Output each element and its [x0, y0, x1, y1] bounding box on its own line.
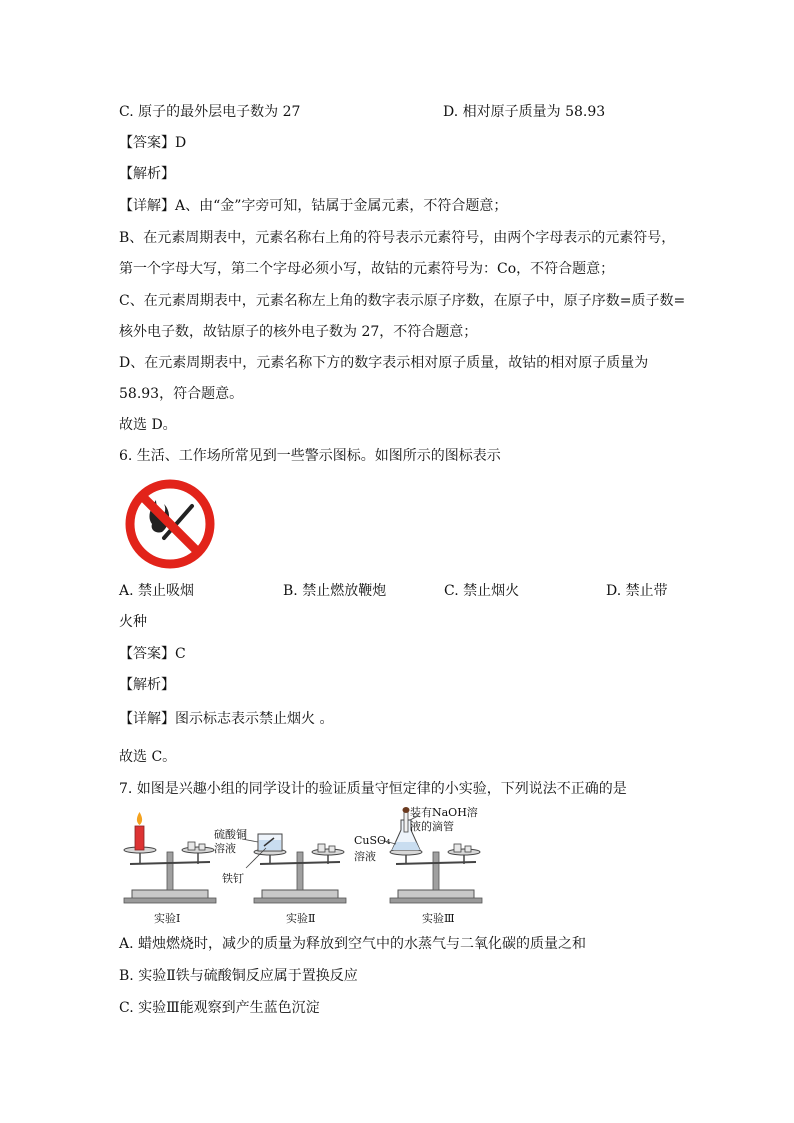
q5-detail-d-cont: 58.93，符合题意。	[119, 386, 244, 402]
q6-analysis-heading: 【解析】	[119, 677, 175, 693]
caption-experiment-2: 实验Ⅱ	[286, 912, 316, 925]
q5-analysis-heading: 【解析】	[119, 166, 175, 182]
label-dropper-line1: 装有NaOH溶	[410, 806, 478, 819]
q7-option-a: A. 蜡烛燃烧时，减少的质量为释放到空气中的水蒸气与二氧化碳的质量之和	[119, 936, 587, 952]
label-cuso4-line1: 硫酸铜	[214, 828, 247, 841]
q5-answer: 【答案】D	[119, 135, 187, 151]
q6-option-a: A. 禁止吸烟	[119, 583, 195, 599]
q6-option-d: D. 禁止带	[606, 583, 668, 599]
experiment-1-balance	[124, 812, 216, 903]
q5-detail-c-cont: 核外电子数，故钴原子的核外电子数为 27，不符合题意；	[119, 324, 478, 340]
label-cuso4-line2: 溶液	[214, 842, 236, 855]
no-fire-sign-icon	[122, 476, 218, 572]
q6-answer: 【答案】C	[119, 646, 186, 662]
q6-option-c: C. 禁止烟火	[444, 583, 520, 599]
q5-option-c: C. 原子的最外层电子数为 27	[119, 104, 301, 120]
q6-stem: 6. 生活、工作场所常见到一些警示图标。如图所示的图标表示	[119, 448, 501, 464]
label-cuso4-formula: CuSO₄	[354, 834, 391, 847]
caption-experiment-1: 实验Ⅰ	[154, 912, 181, 925]
q6-detail: 【详解】图示标志表示禁止烟火 。	[119, 711, 334, 727]
q6-conclusion: 故选 C。	[119, 749, 177, 765]
q6-option-b: B. 禁止燃放鞭炮	[283, 583, 387, 599]
label-solution: 溶液	[354, 850, 376, 863]
q5-option-d: D. 相对原子质量为 58.93	[443, 104, 606, 120]
label-iron-nail: 铁钉	[222, 872, 244, 885]
q6-option-d-wrap: 火种	[119, 614, 147, 630]
q5-detail-d: D、在元素周期表中，元素名称下方的数字表示相对原子质量，故钴的相对原子质量为	[119, 355, 649, 371]
label-dropper-line2: 液的滴管	[410, 820, 454, 833]
q5-detail-c: C、在元素周期表中，元素名称左上角的数字表示原子序数，在原子中，原子序数=质子数=	[119, 293, 686, 309]
q5-detail-a: 【详解】A、由“金”字旁可知，钴属于金属元素，不符合题意；	[119, 198, 508, 214]
caption-experiment-3: 实验Ⅲ	[422, 912, 455, 925]
q5-detail-b: B、在元素周期表中，元素名称右上角的符号表示元素符号，由两个字母表示的元素符号，	[119, 230, 676, 246]
q5-conclusion: 故选 D。	[119, 417, 177, 433]
no-fire-sign	[122, 476, 218, 572]
q5-detail-b-cont: 第一个字母大写，第二个字母必须小写，故钴的元素符号为：Co，不符合题意；	[119, 261, 615, 277]
q7-option-b: B. 实验Ⅱ铁与硫酸铜反应属于置换反应	[119, 968, 358, 984]
q7-experiment-figure	[118, 806, 498, 930]
q7-stem: 7. 如图是兴趣小组的同学设计的验证质量守恒定律的小实验，下列说法不正确的是	[119, 781, 627, 797]
experiment-2-balance	[242, 834, 346, 903]
q7-option-c: C. 实验Ⅲ能观察到产生蓝色沉淀	[119, 1000, 320, 1016]
